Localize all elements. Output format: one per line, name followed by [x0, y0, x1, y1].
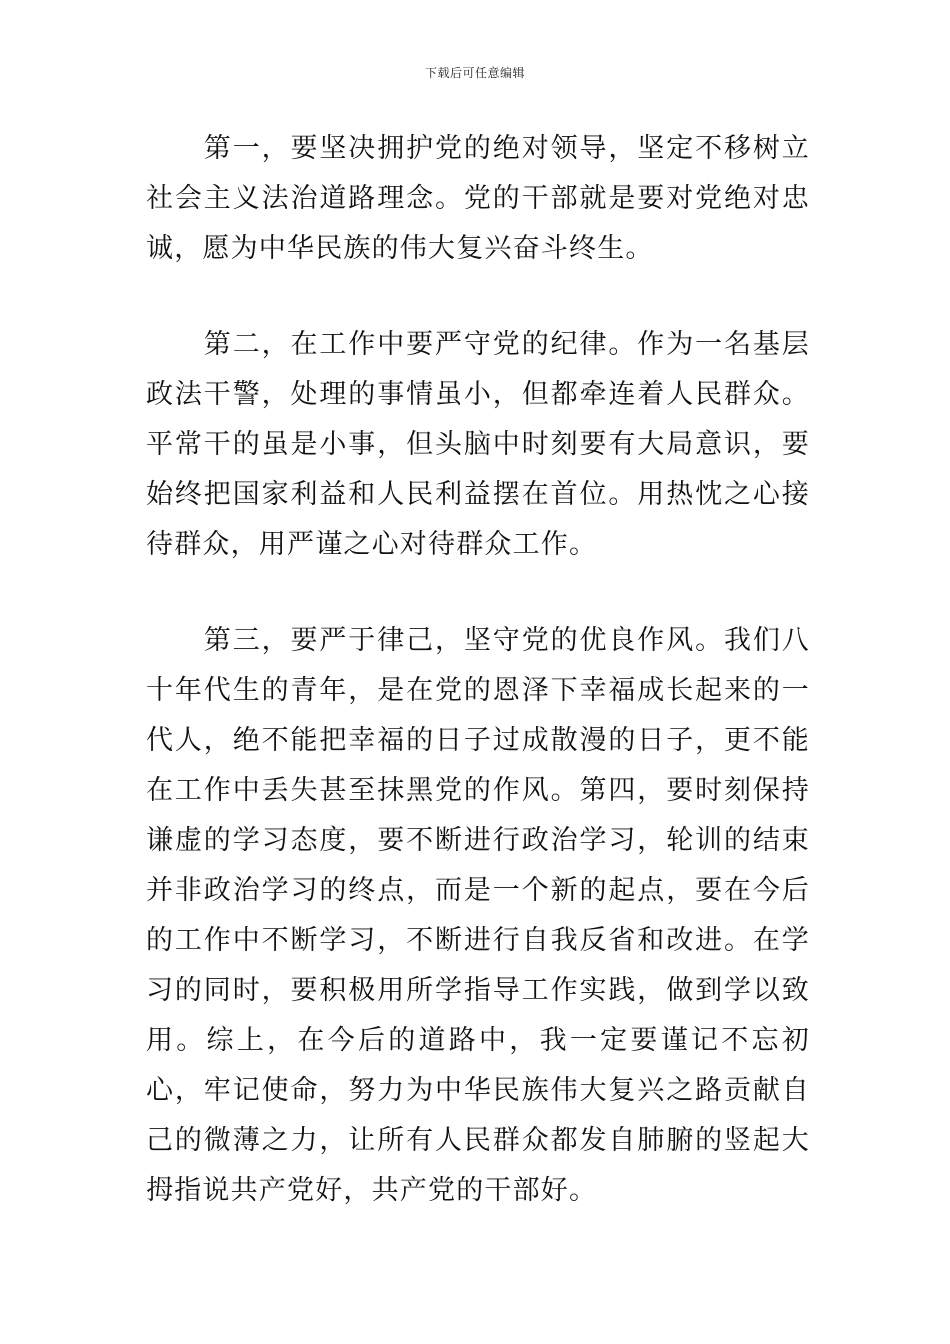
document-body	[146, 124, 810, 1216]
paragraph-third: 第三，要严于律己，坚守党的优良作风。我们八十年代生的青年，是在党的恩泽下幸福成长起来的一代人，绝不能把幸福的日子过成散漫的日子，更不能在工作中丢失甚至抹黑党的作风。第四，要时刻保持谦虚的学习态度，要不断进行政治学习，轮训的结束并非政治学习的终点，而是一个新的起点，要在今后的工作中不断学习，不断进行自我反省和改进。在学习的同时，要积极用所学指导工作实践，做到学以致用。综上，在今后的道路中，我一定要谨记不忘初心，牢记使命，努力为中华民族伟大复兴之路贡献自己的微薄之力，让所有人民群众都发自肺腑的竖起大拇指说共产党好，共产党的干部好。	[146, 625, 810, 1206]
paragraph-first: 第一，要坚决拥护党的绝对领导，坚定不移树立社会主义法治道路理念。党的干部就是要对党绝对忠诚，愿为中华民族的伟大复兴奋斗终生。	[146, 133, 810, 264]
header-note: 下载后可任意编辑	[424, 66, 525, 80]
paragraph-second: 第二，在工作中要严守党的纪律。作为一名基层政法干警，处理的事情虽小，但都牵连着人民群众。平常干的虽是小事，但头脑中时刻要有大局意识，要始终把国家利益和人民利益摆在首位。用热忱之心接待群众，用严谨之心对待群众工作。	[146, 329, 810, 560]
